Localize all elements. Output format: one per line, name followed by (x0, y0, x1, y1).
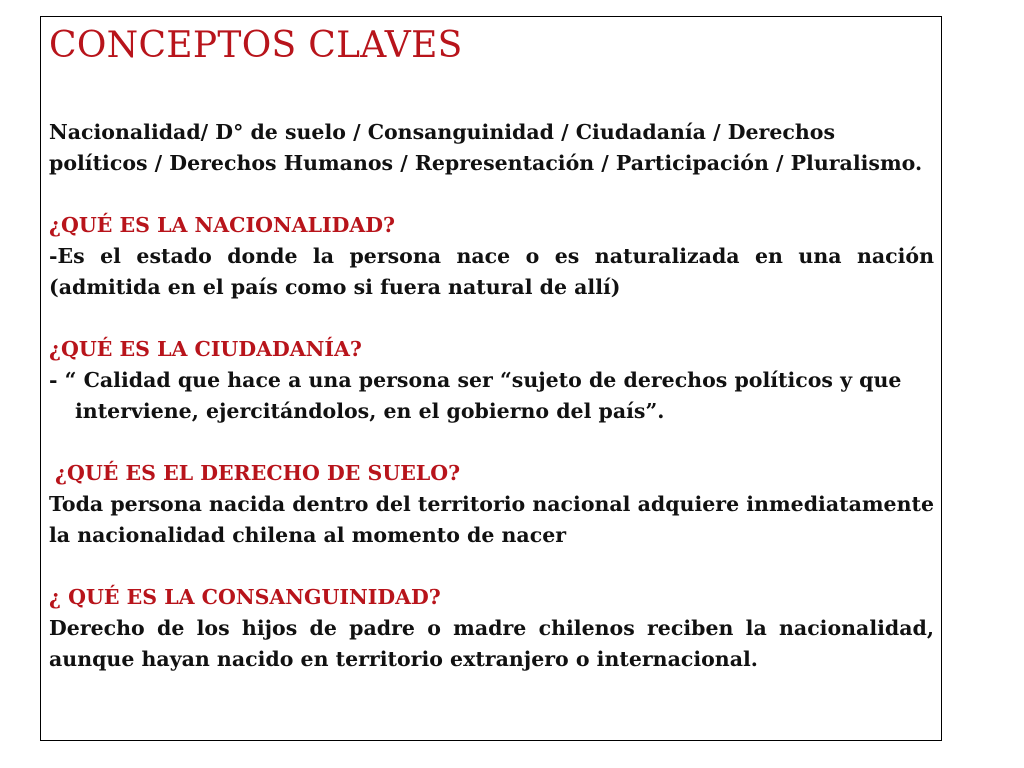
question-consanguinidad: ¿ QUÉ ES LA CONSANGUINIDAD? (49, 585, 441, 609)
spacer (49, 179, 934, 210)
slide-title: CONCEPTOS CLAVES (49, 25, 463, 66)
question-derecho-de-suelo: ¿QUÉ ES EL DERECHO DE SUELO? (55, 461, 461, 485)
slide-content (49, 117, 934, 675)
answer-consanguinidad: Derecho de los hijos de padre o madre chilenos reciben la nacionalidad, aunque hayan nacido en territorio extranjero o internacional. (49, 616, 934, 671)
keywords-paragraph: Nacionalidad/ D° de suelo / Consanguinidad / Ciudadanía / Derechos políticos / Derechos Humanos / Representación / Participación / Pluralismo. (49, 120, 923, 175)
answer-ciudadania: - “ Calidad que hace a una persona ser “sujeto de derechos políticos y que interviene, ejercitándolos, en el gobierno del país”. (49, 368, 902, 423)
question-ciudadania: ¿QUÉ ES LA CIUDADANÍA? (49, 337, 362, 361)
spacer (49, 551, 934, 582)
spacer (49, 427, 934, 458)
answer-derecho-de-suelo: Toda persona nacida dentro del territorio nacional adquiere inmediatamente la nacionalidad chilena al momento de nacer (49, 492, 935, 547)
answer-nacionalidad: -Es el estado donde la persona nace o es naturalizada en una nación (admitida en el país como si fuera natural de allí) (49, 244, 934, 299)
spacer (49, 303, 934, 334)
question-nacionalidad: ¿QUÉ ES LA NACIONALIDAD? (49, 213, 396, 237)
